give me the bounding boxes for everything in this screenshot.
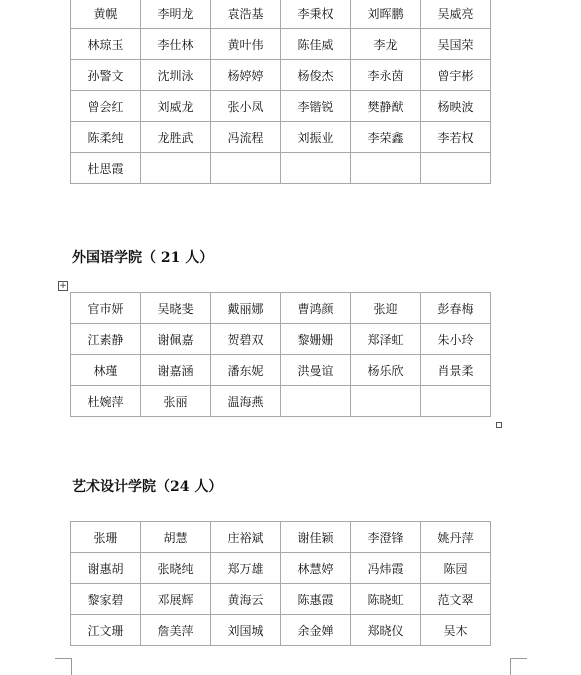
name-cell: 郑泽虹 [351,324,421,355]
name-cell [351,386,421,417]
name-cell: 曾宇彬 [421,60,491,91]
name-cell: 洪曼谊 [281,355,351,386]
name-cell: 李永茵 [351,60,421,91]
name-cell: 黄海云 [211,584,281,615]
name-cell: 孙警文 [71,60,141,91]
move-icon[interactable]: + [59,281,67,291]
name-cell: 谢惠胡 [71,553,141,584]
name-cell: 刘国城 [211,615,281,646]
name-cell: 谢佩嘉 [141,324,211,355]
name-cell: 谢佳颖 [281,522,351,553]
name-cell: 黎姗姗 [281,324,351,355]
name-cell: 姚丹萍 [421,522,491,553]
name-cell: 樊静猷 [351,91,421,122]
name-cell: 谢嘉涵 [141,355,211,386]
name-cell: 李锴锐 [281,91,351,122]
name-cell: 沈圳泳 [141,60,211,91]
name-table-2 [70,292,491,417]
table-row [71,153,491,184]
name-cell: 张小凤 [211,91,281,122]
resize-icon[interactable] [496,422,502,428]
section-title-art-design: 艺术设计学院（24 人） [72,479,223,495]
name-cell: 李秉权 [281,0,351,29]
table-row [71,553,491,584]
name-cell: 肖景柔 [421,355,491,386]
name-cell: 张珊 [71,522,141,553]
crop-mark-right [510,658,527,675]
crop-mark-left [55,658,72,675]
name-cell: 李龙 [351,29,421,60]
name-cell: 陈园 [421,553,491,584]
name-cell [421,386,491,417]
table-row [71,386,491,417]
name-cell [351,153,421,184]
name-cell: 冯炜霞 [351,553,421,584]
name-cell: 杨乐欣 [351,355,421,386]
name-cell: 吴晓斐 [141,293,211,324]
name-cell [211,153,281,184]
table-row [71,0,491,29]
name-cell: 杨婷婷 [211,60,281,91]
name-cell: 官市妍 [71,293,141,324]
name-cell: 李若权 [421,122,491,153]
table-row [71,122,491,153]
name-table-1 [70,0,491,184]
name-cell: 李澄锋 [351,522,421,553]
name-cell: 陈柔纯 [71,122,141,153]
name-cell: 江素静 [71,324,141,355]
name-cell: 林瑾 [71,355,141,386]
name-cell: 黎家碧 [71,584,141,615]
name-cell: 邓展辉 [141,584,211,615]
section-title-foreign-languages: 外国语学院（ 21 人） [72,250,214,266]
name-cell: 杜思霞 [71,153,141,184]
name-cell [141,153,211,184]
name-cell [281,153,351,184]
name-cell: 潘东妮 [211,355,281,386]
name-cell: 陈晓虹 [351,584,421,615]
name-cell: 龙胜武 [141,122,211,153]
name-cell: 江文珊 [71,615,141,646]
name-cell: 黄叶伟 [211,29,281,60]
table-row [71,29,491,60]
name-cell: 杨映波 [421,91,491,122]
table-row [71,584,491,615]
name-cell: 余金婵 [281,615,351,646]
table-row [71,355,491,386]
table-row [71,522,491,553]
table-row [71,293,491,324]
name-cell: 庄裕斌 [211,522,281,553]
table-row [71,615,491,646]
name-cell: 杨俊杰 [281,60,351,91]
name-cell: 袁浩基 [211,0,281,29]
name-cell [421,153,491,184]
name-cell: 范文翠 [421,584,491,615]
name-cell: 冯流程 [211,122,281,153]
name-cell: 李明龙 [141,0,211,29]
name-cell: 刘振业 [281,122,351,153]
table-row [71,324,491,355]
name-cell: 张晓纯 [141,553,211,584]
name-cell: 陈惠霞 [281,584,351,615]
name-cell: 张迎 [351,293,421,324]
name-cell: 贺碧双 [211,324,281,355]
name-cell: 李荣鑫 [351,122,421,153]
name-cell: 郑晓仪 [351,615,421,646]
table-row [71,60,491,91]
name-cell: 刘晖鹏 [351,0,421,29]
name-cell: 胡慧 [141,522,211,553]
name-cell: 李仕林 [141,29,211,60]
name-cell: 林慧婷 [281,553,351,584]
name-cell: 杜婉萍 [71,386,141,417]
name-cell: 吴国荣 [421,29,491,60]
name-cell: 戴丽娜 [211,293,281,324]
name-cell: 吴木 [421,615,491,646]
table-row [71,91,491,122]
name-table-3 [70,521,491,646]
name-cell: 陈佳威 [281,29,351,60]
name-cell: 朱小玲 [421,324,491,355]
name-cell: 林琼玉 [71,29,141,60]
name-cell: 温海燕 [211,386,281,417]
name-cell: 张丽 [141,386,211,417]
name-cell: 彭春梅 [421,293,491,324]
name-cell: 詹美萍 [141,615,211,646]
name-cell [281,386,351,417]
name-cell: 刘威龙 [141,91,211,122]
name-cell: 郑万雄 [211,553,281,584]
name-cell: 曾会红 [71,91,141,122]
name-cell: 吴威亮 [421,0,491,29]
name-cell: 黄幌 [71,0,141,29]
name-cell: 曹鸿颜 [281,293,351,324]
